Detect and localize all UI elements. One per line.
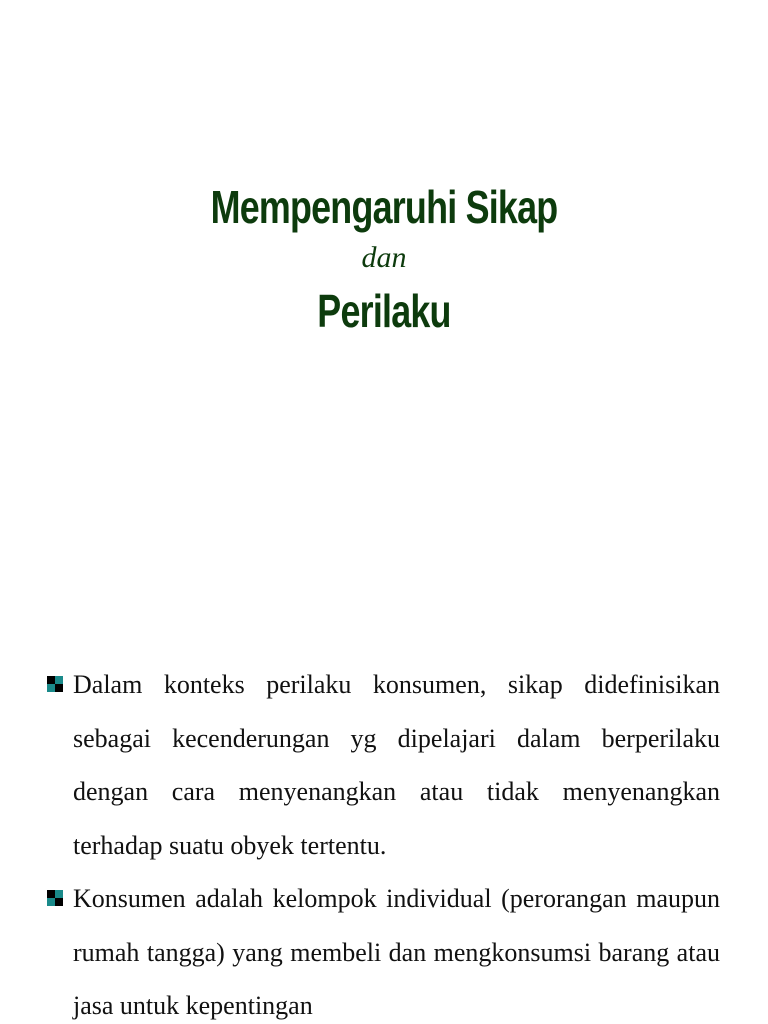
square-bullet-icon (47, 890, 63, 906)
title-connector: dan (361, 241, 407, 274)
title-block (0, 178, 768, 340)
bullet-item-2 (45, 872, 720, 1024)
bullet-item-1 (45, 658, 720, 872)
bullet-list (45, 658, 720, 1024)
title-line-2: Perilaku (317, 285, 451, 337)
bullet-text-1: Dalam konteks perilaku konsumen, sikap didefinisikan sebagai kecenderungan yg dipelajari dalam berperilaku dengan cara menyenangkan atau tidak menyenangkan terhadap suatu obyek tertentu. (73, 670, 720, 860)
title-line-1: Mempengaruhi Sikap (210, 181, 558, 233)
square-bullet-icon (47, 676, 63, 692)
bullet-text-2: Konsumen adalah kelompok individual (perorangan maupun rumah tangga) yang membeli dan mengkonsumsi barang atau jasa untuk kepentingan (73, 884, 720, 1020)
